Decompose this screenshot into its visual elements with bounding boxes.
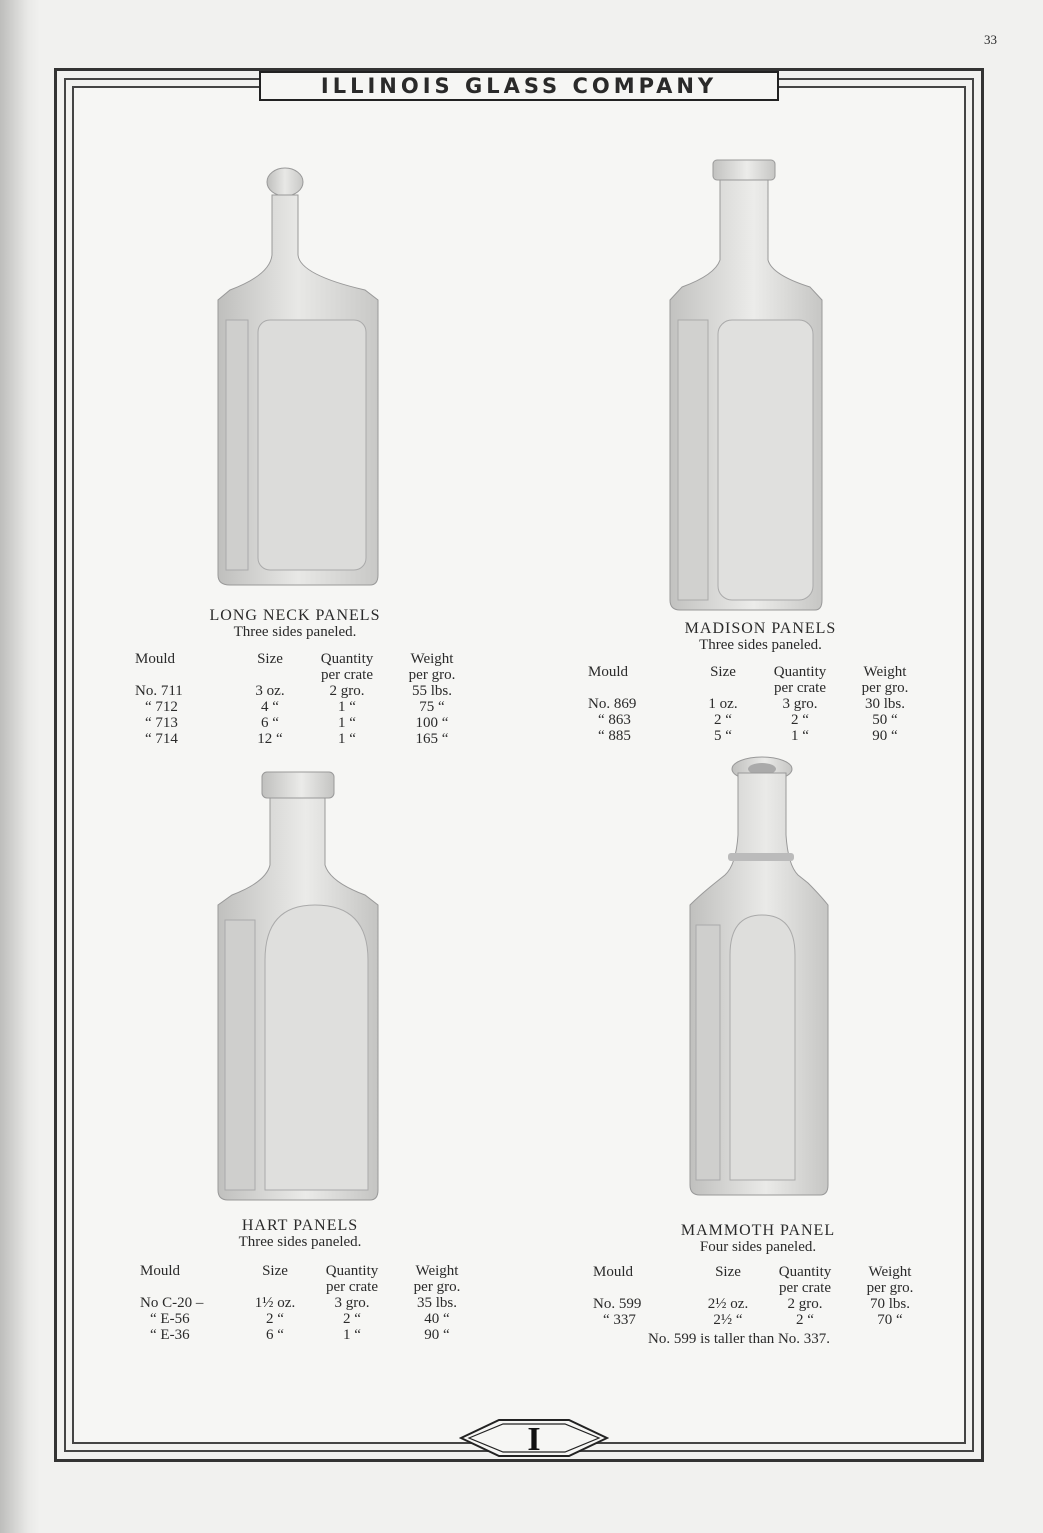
product-mammoth-panel — [593, 1222, 1013, 1334]
header-weight-sub: per gro. — [408, 667, 456, 683]
page-binding-shadow — [0, 0, 40, 1533]
product-hart-panels — [140, 1217, 560, 1353]
table-cell: No. 869 — [588, 696, 637, 712]
page-number: 33 — [984, 32, 997, 47]
table-cell: 100 “ — [415, 715, 449, 731]
madison-bottle-illustration — [650, 155, 825, 615]
table-cell: No. 599 — [593, 1296, 642, 1312]
header-weight: Weight — [415, 1263, 459, 1279]
product-long-neck-panels — [135, 607, 555, 751]
table-cell: 2 “ — [791, 712, 809, 728]
table-cell: 70 “ — [877, 1312, 903, 1328]
table-cell: “ 885 — [598, 728, 631, 744]
header-size: Size — [710, 664, 736, 680]
table-cell: 6 “ — [266, 1327, 284, 1343]
header-quantity-sub: per crate — [773, 680, 827, 696]
spec-table — [593, 1264, 1013, 1334]
table-cell: 2 “ — [343, 1311, 361, 1327]
product-description: Three sides paneled. — [699, 637, 822, 653]
table-cell: 4 “ — [261, 699, 279, 715]
header-mould: Mould — [140, 1263, 181, 1279]
hart-bottle-illustration — [210, 770, 385, 1205]
table-cell: 165 “ — [415, 731, 449, 747]
table-cell: 90 “ — [424, 1327, 450, 1343]
table-cell: “ 863 — [598, 712, 631, 728]
table-cell: 30 lbs. — [864, 696, 905, 712]
header-weight: Weight — [863, 664, 907, 680]
table-cell: “ E-56 — [150, 1311, 190, 1327]
table-cell: “ 337 — [603, 1312, 636, 1328]
header-quantity-sub: per crate — [325, 1279, 379, 1295]
product-name: LONG NECK PANELS — [209, 607, 381, 624]
table-cell: 2½ “ — [713, 1312, 743, 1328]
table-cell: 1½ oz. — [254, 1295, 296, 1311]
mammoth-bottle-illustration — [670, 755, 845, 1205]
table-cell: “ 713 — [145, 715, 178, 731]
table-cell: 6 “ — [261, 715, 279, 731]
table-cell: 1 “ — [791, 728, 809, 744]
header-weight: Weight — [868, 1264, 912, 1280]
table-cell: 2½ oz. — [707, 1296, 749, 1312]
table-cell: 2 “ — [714, 712, 732, 728]
product-name: MADISON PANELS — [684, 620, 837, 637]
table-cell: 5 “ — [714, 728, 732, 744]
table-cell: 1 “ — [338, 715, 356, 731]
table-cell: No C-20 – — [140, 1295, 204, 1311]
header-weight-sub: per gro. — [866, 1280, 914, 1296]
table-cell: 2 “ — [796, 1312, 814, 1328]
table-cell: 3 gro. — [334, 1295, 370, 1311]
header-quantity: Quantity — [773, 664, 827, 680]
product-description: Three sides paneled. — [233, 624, 357, 640]
table-cell: 1 “ — [338, 699, 356, 715]
product-description: Four sides paneled. — [699, 1239, 817, 1255]
table-cell: 12 “ — [257, 731, 283, 747]
header-quantity-sub: per crate — [320, 667, 374, 683]
table-cell: 3 oz. — [255, 683, 285, 699]
header-mould: Mould — [593, 1264, 634, 1280]
table-cell: 70 lbs. — [869, 1296, 910, 1312]
header-weight: Weight — [410, 651, 454, 667]
table-cell: “ 714 — [145, 731, 178, 747]
header-size: Size — [257, 651, 283, 667]
table-cell: “ E-36 — [150, 1327, 190, 1343]
table-cell: 1 “ — [343, 1327, 361, 1343]
table-cell: 2 gro. — [329, 683, 365, 699]
header-mould: Mould — [135, 651, 176, 667]
header-quantity-sub: per crate — [778, 1280, 832, 1296]
table-cell: 3 gro. — [782, 696, 818, 712]
header-weight-sub: per gro. — [861, 680, 909, 696]
table-cell: 35 lbs. — [416, 1295, 457, 1311]
header-weight-sub: per gro. — [413, 1279, 461, 1295]
product-name: HART PANELS — [241, 1217, 359, 1234]
spec-table — [588, 664, 1008, 754]
header-quantity: Quantity — [778, 1264, 832, 1280]
table-cell: 1 oz. — [708, 696, 738, 712]
table-cell: 90 “ — [872, 728, 898, 744]
product-madison-panels — [588, 620, 1008, 754]
diamond-logo-icon — [459, 1418, 609, 1458]
table-cell: 55 lbs. — [411, 683, 452, 699]
table-cell: 75 “ — [419, 699, 445, 715]
table-cell: 50 “ — [872, 712, 898, 728]
table-cell: “ 712 — [145, 699, 178, 715]
header-quantity: Quantity — [325, 1263, 379, 1279]
table-cell: No. 711 — [135, 683, 183, 699]
header-mould: Mould — [588, 664, 629, 680]
product-name: MAMMOTH PANEL — [680, 1222, 836, 1239]
table-cell: 40 “ — [424, 1311, 450, 1327]
product-description: Three sides paneled. — [238, 1234, 362, 1250]
mammoth-height-note: No. 599 is taller than No. 337. — [648, 1331, 831, 1347]
spec-table — [140, 1263, 560, 1353]
table-cell: 2 “ — [266, 1311, 284, 1327]
company-header: ILLINOIS GLASS COMPANY — [259, 71, 779, 101]
table-cell: 2 gro. — [787, 1296, 823, 1312]
logo-letter: I — [527, 1421, 541, 1458]
header-quantity: Quantity — [320, 651, 374, 667]
spec-table — [135, 651, 555, 751]
table-cell: 1 “ — [338, 731, 356, 747]
long-neck-bottle-illustration — [210, 160, 385, 595]
header-size: Size — [715, 1264, 741, 1280]
header-size: Size — [262, 1263, 288, 1279]
